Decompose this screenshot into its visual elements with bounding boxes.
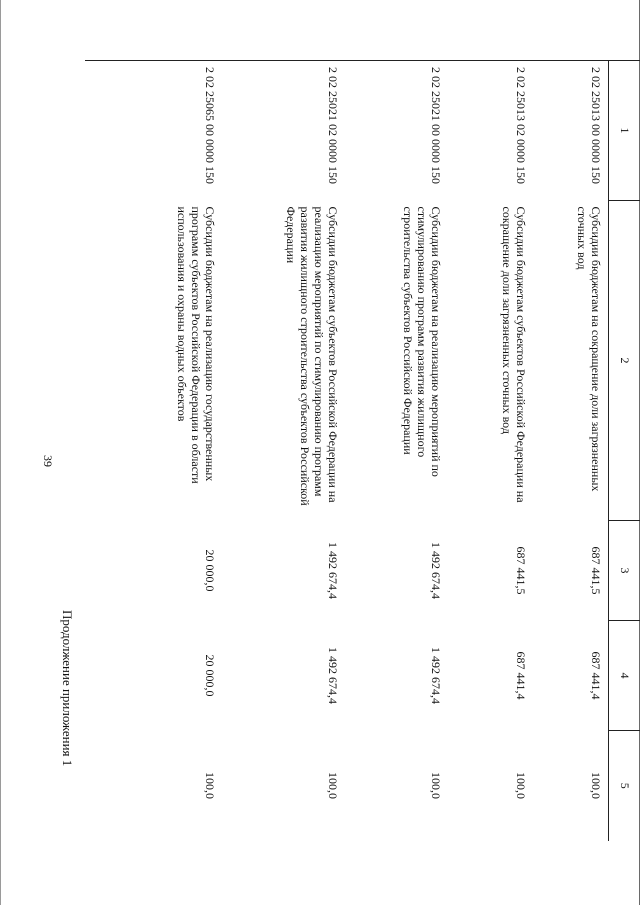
- column-header-3: 3: [609, 521, 640, 621]
- row-code: 2 02 25021 00 0000 150: [345, 61, 448, 201]
- row-value-col3: 687 441,5: [589, 546, 604, 595]
- row-code: 2 02 25013 00 0000 150: [533, 61, 609, 201]
- row-value-col3: 20 000,0: [202, 549, 217, 592]
- column-header-1: 1: [609, 61, 640, 201]
- column-header-5: 5: [609, 731, 640, 841]
- row-description: Субсидии бюджетам на реализацию государственных программ субъектов Российской Федерации в области использования и охраны водных объектов: [174, 206, 217, 484]
- row-value-col4: 1 492 674,4: [326, 647, 341, 704]
- row-value-col5: 100,0: [326, 772, 341, 799]
- appendix-table: [85, 60, 640, 841]
- row-value-col4: 1 492 674,4: [428, 647, 443, 704]
- row-code: 2 02 25013 02 0000 150: [448, 61, 533, 201]
- continuation-heading: Продолжение приложения 1: [60, 610, 75, 767]
- row-description: Субсидии бюджетам на реализацию мероприятий по стимулированию программ развития жилищного строительства субъектов Российской Федерации: [400, 206, 443, 477]
- row-value-col3: 1 492 674,4: [428, 542, 443, 599]
- row-code: 2 02 25021 02 0000 150: [222, 61, 345, 201]
- table-row: [533, 61, 609, 841]
- row-value-col4: 687 441,4: [589, 651, 604, 700]
- row-value-col5: 100,0: [589, 772, 604, 799]
- table-header-row: [609, 61, 640, 841]
- row-description: Субсидии бюджетам субъектов Российской Федерации на сокращение доли загрязненных сточных вод: [499, 206, 528, 503]
- column-header-4: 4: [609, 621, 640, 731]
- row-description: Субсидии бюджетам субъектов Российской Федерации на реализацию мероприятий по стимулированию программ развития жилищного строительства субъектов Российской Федерации: [284, 206, 341, 506]
- table-row: [345, 61, 448, 841]
- row-value-col3: 1 492 674,4: [326, 542, 341, 599]
- row-description: Субсидии бюджетам на сокращение доли загрязненных сточных вод: [575, 206, 604, 492]
- row-value-col5: 100,0: [428, 772, 443, 799]
- column-header-2: 2: [609, 201, 640, 521]
- table-row: [85, 61, 222, 841]
- row-value-col3: 687 441,5: [513, 546, 528, 595]
- row-value-col5: 100,0: [513, 772, 528, 799]
- row-value-col4: 20 000,0: [202, 654, 217, 697]
- row-code: 2 02 25065 00 0000 150: [85, 61, 222, 201]
- table-row: [222, 61, 345, 841]
- table-row: [448, 61, 533, 841]
- row-value-col4: 687 441,4: [513, 651, 528, 700]
- page-number: 39: [41, 455, 55, 467]
- row-value-col5: 100,0: [202, 772, 217, 799]
